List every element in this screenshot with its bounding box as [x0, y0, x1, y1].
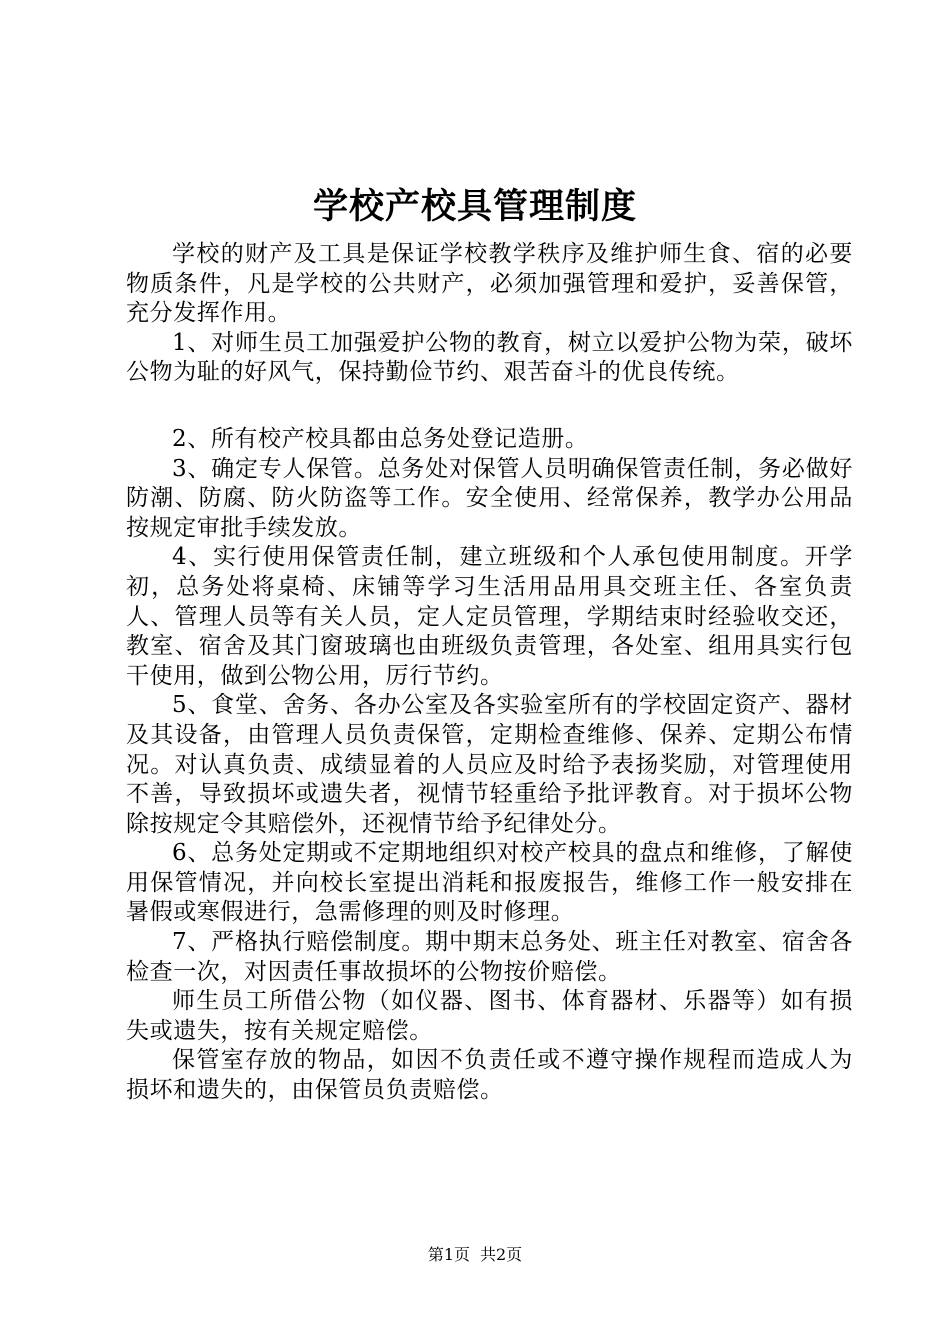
page-footer	[0, 1245, 950, 1265]
paragraph-item-3: 3、确定专人保管。总务处对保管人员明确保管责任制，务必做好防潮、防腐、防火防盗等工作。安全使用、经常保养，教学办公用品按规定审批手续发放。	[126, 455, 853, 541]
document-body	[126, 240, 853, 1106]
page-number: 第1页	[427, 1245, 470, 1264]
document-title: 学校产校具管理制度	[312, 186, 637, 227]
page-total: 共2页	[480, 1245, 523, 1264]
paragraph-intro: 学校的财产及工具是保证学校教学秩序及维护师生食、宿的必要物质条件，凡是学校的公共财产，必须加强管理和爱护，妥善保管，充分发挥作用。	[126, 241, 853, 327]
paragraph-item-4: 4、实行使用保管责任制，建立班级和个人承包使用制度。开学初，总务处将桌椅、床铺等学习生活用品用具交班主任、各室负责人、管理人员等有关人员，定人定员管理，学期结束时经验收交还，教室、宿舍及其门窗玻璃也由班级负责管理，各处室、组用具实行包干使用，做到公物公用，厉行节约。	[126, 544, 853, 689]
paragraph-item-5: 5、食堂、舍务、各办公室及各实验室所有的学校固定资产、器材及其设备，由管理人员负责保管，定期检查维修、保养、定期公布情况。对认真负责、成绩显着的人员应及时给予表扬奖励，对管理使用不善，导致损坏或遗失者，视情节轻重给予批评教育。对于损坏公物除按规定令其赔偿外，还视情节给予纪律处分。	[126, 692, 853, 837]
paragraph-item-6: 6、总务处定期或不定期地组织对校产校具的盘点和维修，了解使用保管情况，并向校长室提出消耗和报废报告，维修工作一般安排在暑假或寒假进行，急需修理的则及时修理。	[126, 840, 853, 926]
paragraph-storage-room: 保管室存放的物品，如因不负责任或不遵守操作规程而造成人为损坏和遗失的，由保管员负责赔偿。	[126, 1047, 853, 1104]
paragraph-item-7: 7、严格执行赔偿制度。期中期末总务处、班主任对教室、宿舍各检查一次，对因责任事故损坏的公物按价赔偿。	[126, 929, 853, 985]
paragraph-borrowed-items: 师生员工所借公物（如仪器、图书、体育器材、乐器等）如有损失或遗失，按有关规定赔偿。	[126, 988, 853, 1044]
paragraph-item-1: 1、对师生员工加强爱护公物的教育，树立以爱护公物为荣，破坏公物为耻的好风气，保持勤俭节约、艰苦奋斗的优良传统。	[126, 329, 853, 386]
paragraph-item-2: 2、所有校产校具都由总务处登记造册。	[172, 425, 589, 452]
